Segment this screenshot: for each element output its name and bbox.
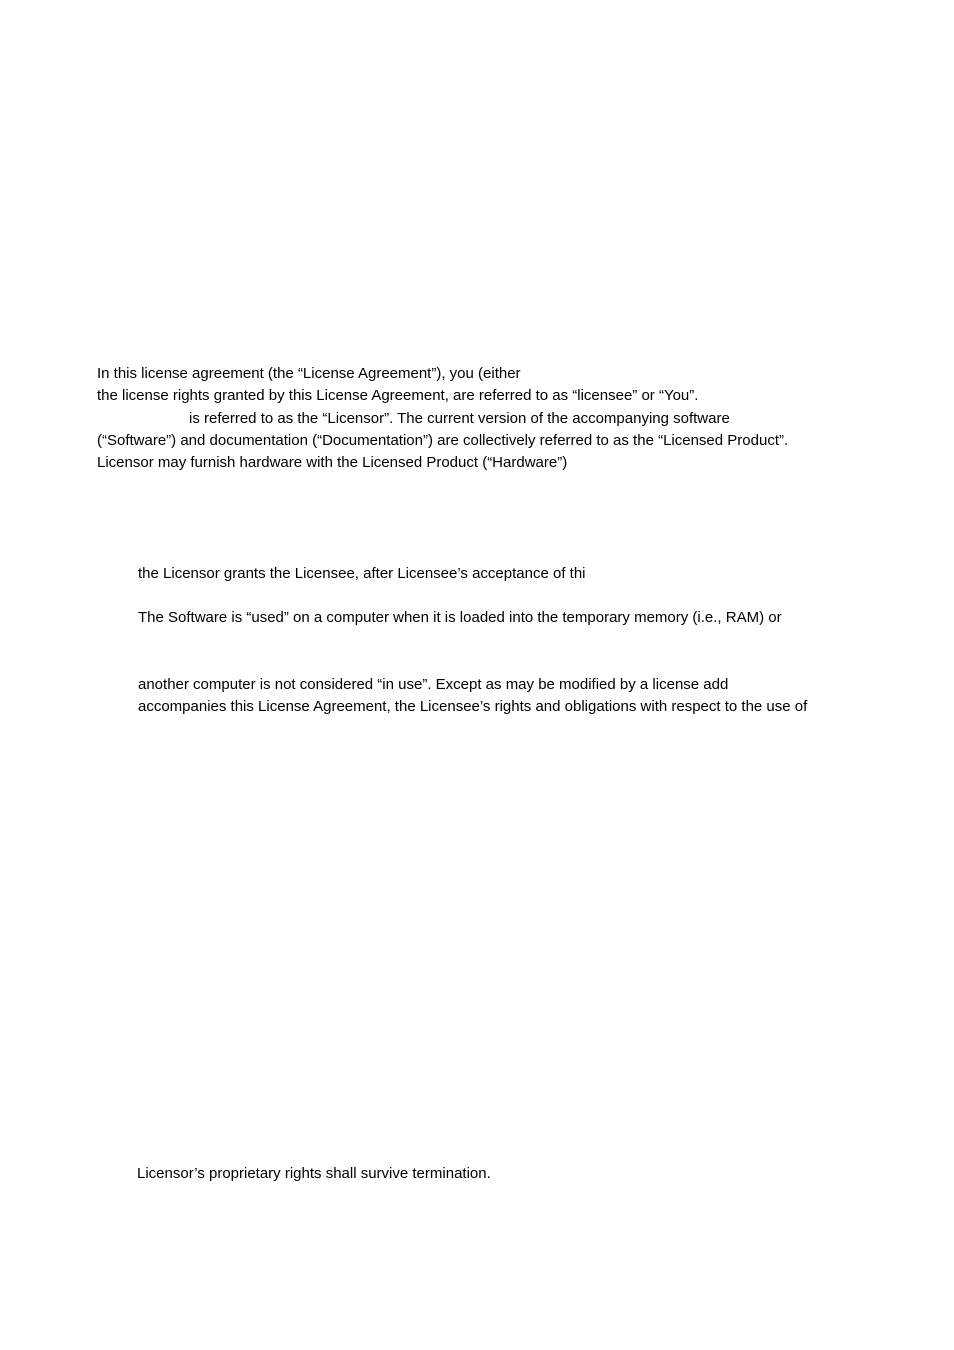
intro-line-1: In this license agreement (the “License Agreement”), you (either xyxy=(97,365,521,382)
intro-line-2: the license rights granted by this License Agreement, are referred to as “licensee” or “You”. xyxy=(97,387,699,404)
intro-line-4: (“Software”) and documentation (“Documentation”) are collectively referred to as the “Licensed Product”. xyxy=(97,432,789,449)
grant-line-3: another computer is not considered “in use”. Except as may be modified by a license add xyxy=(138,676,729,693)
termination-line-1: Licensor’s proprietary rights shall survive termination. xyxy=(137,1165,491,1182)
grant-line-4: accompanies this License Agreement, the Licensee’s rights and obligations with respect to the use of xyxy=(138,698,808,715)
intro-line-5: Licensor may furnish hardware with the Licensed Product (“Hardware”) xyxy=(97,454,568,471)
grant-line-1: the Licensor grants the Licensee, after Licensee’s acceptance of thi xyxy=(138,565,586,582)
grant-line-2: The Software is “used” on a computer when it is loaded into the temporary memory (i.e., RAM) or xyxy=(138,609,782,626)
intro-line-3: is referred to as the “Licensor”. The current version of the accompanying software xyxy=(189,410,730,427)
